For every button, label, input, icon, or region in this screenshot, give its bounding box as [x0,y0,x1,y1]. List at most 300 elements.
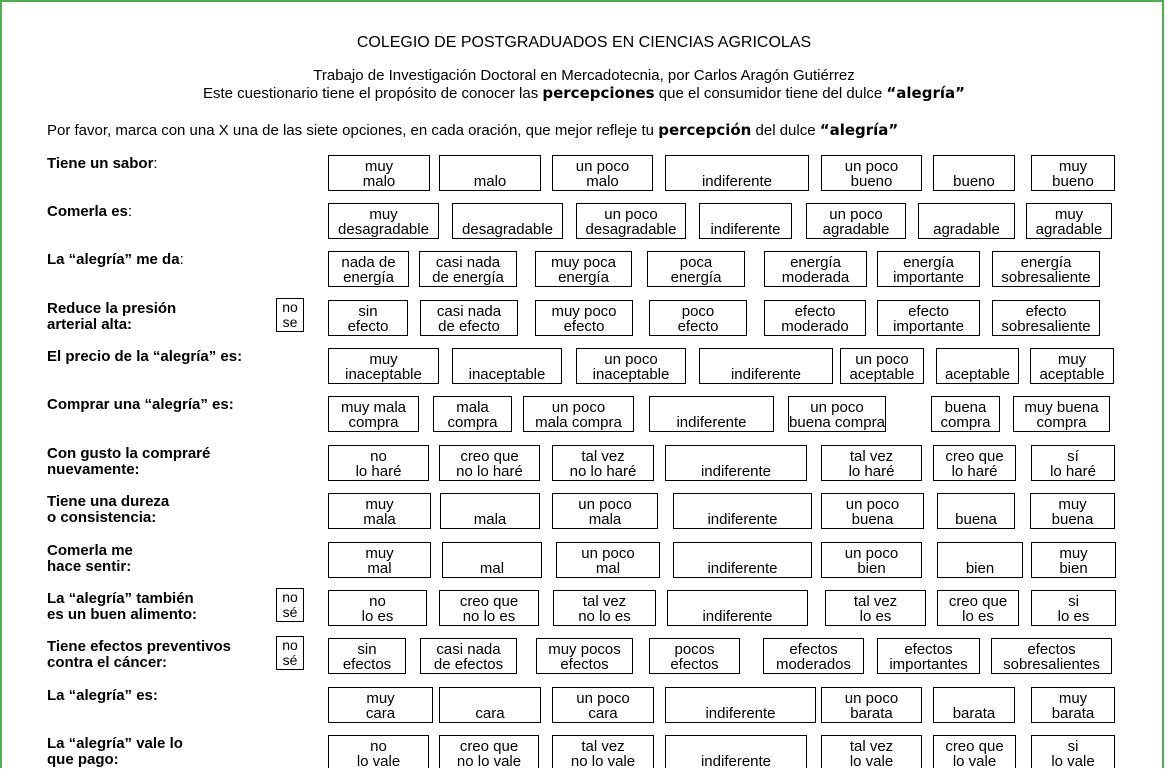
option-line-1 [453,207,562,222]
purpose-text-mid: que el consumidor tiene del dulce [654,85,887,102]
option-line-1: muy buena [1024,399,1099,416]
question-label: La “alegría” también es un buen alimento: [47,590,198,623]
option-line-1: un poco [578,496,632,513]
answer-option[interactable] [649,300,747,336]
option-line-2: efectos [670,656,719,673]
option-line-1: muy mala [340,399,407,416]
option-line-1 [700,352,832,367]
answer-option[interactable] [553,590,656,626]
option-line-2: moderado [781,318,849,335]
answer-option[interactable] [931,396,1000,432]
answer-option[interactable] [523,396,634,432]
option-line-1: un poco [844,158,899,175]
option-line-2: indiferente [700,753,772,768]
option-line-2: efectos [342,656,392,673]
option-line-1: un poco [576,690,630,707]
option-line-1 [441,497,539,512]
option-line-2: bien [857,560,886,577]
answer-option[interactable] [821,493,924,529]
option-line-2: compra [447,414,498,431]
option-line-1: muy [369,351,398,368]
no-se-checkbox[interactable]: no sé [276,636,304,670]
answer-option[interactable] [665,687,816,723]
answer-option[interactable] [699,348,833,384]
option-line-1 [934,159,1014,174]
answer-option[interactable] [1031,542,1116,578]
option-line-2: bien [965,560,995,577]
answer-option[interactable] [1013,396,1110,432]
option-line-1: un poco [844,545,899,562]
option-line-2: indiferente [707,560,778,577]
option-line-2: aceptable [849,366,915,383]
option-line-2: lo haré [1050,463,1096,480]
option-line-1: si [1067,738,1079,755]
option-line-2: lo haré [848,463,895,480]
answer-option[interactable] [328,735,429,768]
option-line-1: muy poca [550,254,617,271]
answer-option[interactable] [328,348,439,384]
answer-option[interactable] [440,493,540,529]
option-line-2: desagradable [585,221,677,238]
option-line-1: no [369,593,386,610]
answer-option[interactable] [933,445,1016,481]
answer-option[interactable] [556,542,660,578]
answer-option[interactable] [699,203,792,239]
option-line-2: lo vale [952,753,997,768]
option-line-2: compra [348,414,399,431]
option-line-2: de efectos [433,656,504,673]
option-line-2: lo es [859,608,892,625]
option-line-2: mala compra [535,414,622,431]
option-line-1: muy poco [551,303,617,320]
answer-option[interactable] [806,203,906,239]
option-line-2: inaceptable [592,366,670,383]
option-line-1: un poco [855,351,909,368]
option-line-2: importante [893,269,964,286]
option-line-2: buena compra [789,414,885,431]
option-line-2: sobresaliente [1001,318,1091,335]
option-line-1: no [370,738,387,755]
option-line-2: moderada [781,269,850,286]
question-label: Comerla me hace sentir: [47,542,133,575]
option-line-1: pocos [674,641,715,658]
answer-option[interactable] [442,542,542,578]
answer-option[interactable] [439,735,539,768]
answer-option[interactable] [452,203,563,239]
option-line-2: efecto [563,318,605,335]
answer-option[interactable] [821,735,922,768]
answer-option[interactable] [821,445,922,481]
option-line-2: de energía [432,269,504,286]
option-line-1: muy [1059,545,1088,562]
option-line-2: bueno [1052,173,1094,190]
option-line-2: barata [952,705,996,722]
option-line-1 [668,594,807,609]
option-line-1: creo que [459,738,519,755]
option-line-2: indiferente [700,463,772,480]
option-line-1: muy [369,206,398,223]
option-line-1: un poco [844,690,899,707]
option-line-2: indiferente [701,173,773,190]
answer-option[interactable] [649,638,740,674]
purpose-bold-alegria: “alegría” [886,84,965,102]
option-line-2: sobresalientes [1003,656,1100,673]
answer-option[interactable] [1031,590,1116,626]
answer-option[interactable] [552,735,654,768]
option-line-2: buena [851,511,894,528]
answer-option[interactable] [788,396,886,432]
option-line-1: tal vez [849,448,894,465]
question-label: Tiene una dureza o consistencia: [47,493,170,526]
question-label: Con gusto la compraré nuevamente: [47,445,211,478]
option-line-2: importante [893,318,964,335]
option-line-2: inaceptable [345,366,422,383]
option-line-1: poca [679,254,713,271]
option-line-2: no lo haré [569,463,637,480]
question-label: Tiene efectos preventivos contra el cáncer: [47,638,231,671]
answer-option[interactable] [1030,348,1114,384]
option-line-1: muy [365,496,394,513]
option-line-1: creo que [945,448,1004,465]
option-line-1: muy [1057,351,1087,368]
option-line-1: un poco [575,158,630,175]
option-line-2: energía [670,269,722,286]
answer-option[interactable] [433,396,512,432]
answer-option[interactable] [536,638,633,674]
option-line-1: tal vez [582,593,627,610]
option-line-2: indiferente [705,705,776,722]
option-line-1: efecto [908,303,949,320]
answer-option[interactable] [439,590,539,626]
answer-option[interactable] [452,348,562,384]
option-line-1: muy [365,545,394,562]
question-label: El precio de la “alegría” es: [47,348,243,365]
option-line-1: no [370,448,387,465]
answer-option[interactable] [328,251,409,287]
option-line-1: nada de [341,254,396,271]
option-line-1: poco [681,303,715,320]
option-line-1: muy [364,158,394,175]
option-line-1: un poco [551,399,606,416]
option-line-1: energía [790,254,841,271]
option-line-2: no lo es [578,608,631,625]
option-line-1 [666,159,808,174]
answer-option[interactable] [439,445,540,481]
option-line-2: indiferente [730,366,802,383]
institution-title: COLEGIO DE POSTGRADUADOS EN CIENCIAS AGRICOLAS [356,34,812,51]
answer-option[interactable] [992,300,1100,336]
option-line-1 [919,207,1014,222]
option-line-2: lo vale [849,753,894,768]
option-line-2: mala [363,511,396,528]
answer-option[interactable] [552,493,658,529]
option-line-1: un poco [581,545,635,562]
option-line-2: mala [588,511,622,528]
answer-option[interactable] [649,396,774,432]
option-line-2: energía [558,269,609,286]
option-line-2: bien [1059,560,1088,577]
option-line-2: indiferente [676,414,747,431]
answer-option[interactable] [933,155,1015,191]
option-line-2: efecto [677,318,719,335]
option-line-2: barata [850,705,893,722]
option-line-2: malo [473,173,507,190]
option-line-1: mala [456,399,489,416]
option-line-1: casi nada [436,303,502,320]
option-line-1 [937,352,1018,367]
answer-option[interactable] [667,590,808,626]
answer-option[interactable] [1031,445,1115,481]
answer-option[interactable] [933,687,1015,723]
answer-option[interactable] [552,445,654,481]
question-label: La “alegría” me da: [47,251,184,268]
option-line-2: no lo vale [570,753,636,768]
answer-option[interactable] [665,735,807,768]
answer-option[interactable] [576,348,686,384]
option-line-1: efecto [794,303,836,320]
option-line-1: tal vez [581,738,625,755]
answer-option[interactable] [552,687,654,723]
option-line-1: si [1068,593,1079,610]
option-line-2: indiferente [710,221,781,238]
option-line-2: mal [595,560,621,577]
question-label: La “alegría” es: [47,687,158,704]
option-line-1: un poco [604,206,658,223]
instructions [47,121,898,139]
answer-option[interactable] [825,590,926,626]
answer-option[interactable] [328,396,419,432]
option-line-1: muy [1054,206,1084,223]
option-line-2: buena [1051,511,1094,528]
option-line-2: indiferente [707,511,778,528]
answer-option[interactable] [439,155,541,191]
option-line-1 [700,207,791,222]
instructions-bold-perception: percepción [658,121,752,139]
no-se-checkbox[interactable]: no sé [276,588,304,622]
option-line-1: casi nada [435,254,501,271]
answer-option[interactable] [419,251,517,287]
option-line-1: muy [1058,496,1087,513]
answer-option[interactable] [665,155,809,191]
option-line-1 [666,739,806,754]
option-line-2: bueno [850,173,893,190]
option-line-2: lo vale [1051,753,1095,768]
option-line-1: energía [903,254,954,271]
instructions-bold-alegria: “alegría” [819,121,899,139]
option-line-1: muy [1058,690,1088,707]
answer-option[interactable] [439,687,541,723]
answer-option[interactable] [821,542,922,578]
option-line-2: cara [365,705,396,722]
question-label: La “alegría” vale lo que pago: [47,735,183,768]
option-line-2: desagradable [338,221,429,238]
answer-option[interactable] [1031,735,1115,768]
option-line-1: sin [358,303,378,320]
answer-option[interactable] [328,155,430,191]
question-label: Comerla es: [47,203,133,220]
option-line-2: aceptable [1039,366,1105,383]
answer-option[interactable] [933,735,1016,768]
answer-option[interactable] [647,251,745,287]
option-line-1 [453,352,561,367]
answer-option[interactable] [420,300,518,336]
option-line-2: cara [588,705,618,722]
answer-option[interactable] [764,251,867,287]
option-line-2: de efecto [438,318,500,335]
answer-option[interactable] [918,203,1015,239]
answer-option[interactable] [576,203,686,239]
answer-option[interactable] [328,542,431,578]
option-line-1 [440,691,540,706]
option-line-2: lo haré [951,463,998,480]
option-line-1: energía [1020,254,1072,271]
option-line-2: importantes [889,656,968,673]
option-line-1 [650,400,773,415]
option-line-2: inaceptable [468,366,546,383]
option-line-1 [440,159,540,174]
purpose-bold-perceptions: percepciones [542,84,655,102]
option-line-2: moderados [775,656,852,673]
option-line-1: tal vez [581,448,625,465]
answer-option[interactable] [328,638,406,674]
answer-option[interactable] [665,445,807,481]
option-line-1 [666,691,815,706]
option-line-1: efectos [904,641,953,658]
answer-option[interactable] [328,445,429,481]
answer-option[interactable] [936,348,1019,384]
option-line-2: buena [955,511,997,528]
option-line-1: buena [944,399,987,416]
option-line-1: creo que [459,593,519,610]
answer-option[interactable] [1031,687,1115,723]
answer-option[interactable] [328,203,439,239]
answer-option[interactable] [877,251,980,287]
option-line-2: sobresaliente [1001,269,1091,286]
option-line-1: casi nada [436,641,501,658]
option-line-1: sin [357,641,377,658]
answer-option[interactable] [877,638,980,674]
answer-option[interactable] [328,590,427,626]
option-line-2: malo [362,173,396,190]
option-line-1: efecto [1025,303,1067,320]
answer-option[interactable] [991,638,1112,674]
instructions-text: Por favor, marca con una X una de las siete opciones, en cada oración, que mejor refleje tu [47,122,659,139]
option-line-1 [674,546,811,561]
option-line-2: mala [473,511,507,528]
option-line-1: efectos [789,641,838,658]
option-line-1: muy [1058,158,1088,175]
option-line-1 [674,497,811,512]
option-line-2: desagradable [462,221,553,238]
research-subtitle: Trabajo de Investigación Doctoral en Mercadotecnia, por Carlos Aragón Gutiérrez [313,67,855,84]
option-line-2: cara [475,705,505,722]
no-se-checkbox[interactable]: no se [276,298,304,332]
answer-option[interactable] [673,542,812,578]
option-line-2: agradable [1035,221,1103,238]
answer-option[interactable] [937,542,1023,578]
option-line-1 [666,449,806,464]
option-line-1: creo que [460,448,519,465]
answer-option[interactable] [1026,203,1112,239]
option-line-1: creo que [948,593,1008,610]
option-line-1: muy pocos [548,641,621,658]
option-line-1: tal vez [853,593,898,610]
answer-option[interactable] [673,493,812,529]
answer-option[interactable] [937,493,1015,529]
option-line-2: energía [343,269,394,286]
option-line-2: mal [367,560,392,577]
option-line-2: barata [1051,705,1095,722]
answer-option[interactable] [535,251,632,287]
option-line-1: efectos [1027,641,1076,658]
option-line-1: un poco [829,206,883,223]
answer-option[interactable] [992,251,1100,287]
option-line-2: no lo es [462,608,516,625]
option-line-2: lo es [962,608,994,625]
option-line-2: lo vale [356,753,401,768]
answer-option[interactable] [840,348,924,384]
answer-option[interactable] [763,638,864,674]
option-line-1: un poco [845,496,900,513]
option-line-2: indiferente [702,608,773,625]
answer-option[interactable] [535,300,633,336]
purpose-text: Este cuestionario tiene el propósito de conocer las [203,85,543,102]
option-line-2: lo haré [355,463,402,480]
answer-option[interactable] [328,493,431,529]
option-line-2: compra [1036,414,1087,431]
option-line-2: lo es [361,608,394,625]
answer-option[interactable] [764,300,866,336]
option-line-1 [934,691,1014,706]
question-label: Tiene un sabor: [47,155,158,172]
answer-option[interactable] [1031,155,1115,191]
answer-option[interactable] [937,590,1019,626]
option-line-2: mal [479,560,505,577]
option-line-2: no lo haré [456,463,523,480]
answer-option[interactable] [420,638,517,674]
question-label: Reduce la presión arterial alta: [47,300,177,333]
option-line-2: no lo vale [456,753,522,768]
option-line-2: efecto [347,318,389,335]
instructions-text-mid: del dulce [751,122,820,139]
option-line-2: efectos [560,656,609,673]
question-label: Comprar una “alegría” es: [47,396,234,413]
answer-option[interactable] [821,155,922,191]
answer-option[interactable] [552,155,653,191]
answer-option[interactable] [328,300,408,336]
option-line-1: sí [1067,448,1079,465]
answer-option[interactable] [877,300,980,336]
option-line-1: muy [366,690,395,707]
option-line-1: un poco [810,399,864,416]
answer-option[interactable] [1030,493,1115,529]
option-line-2: agradable [822,221,890,238]
option-line-1 [938,546,1022,561]
option-line-1: un poco [604,351,658,368]
option-line-1: creo que [945,738,1004,755]
option-line-1 [938,497,1014,512]
option-line-1: tal vez [849,738,894,755]
option-line-2: aceptable [944,366,1011,383]
option-line-1 [443,546,541,561]
answer-option[interactable] [328,687,433,723]
option-line-2: malo [586,173,619,190]
answer-option[interactable] [821,687,922,723]
option-line-2: lo es [1057,608,1090,625]
option-line-2: agradable [933,221,1000,238]
purpose-statement [2,85,1164,102]
option-line-2: compra [940,414,991,431]
